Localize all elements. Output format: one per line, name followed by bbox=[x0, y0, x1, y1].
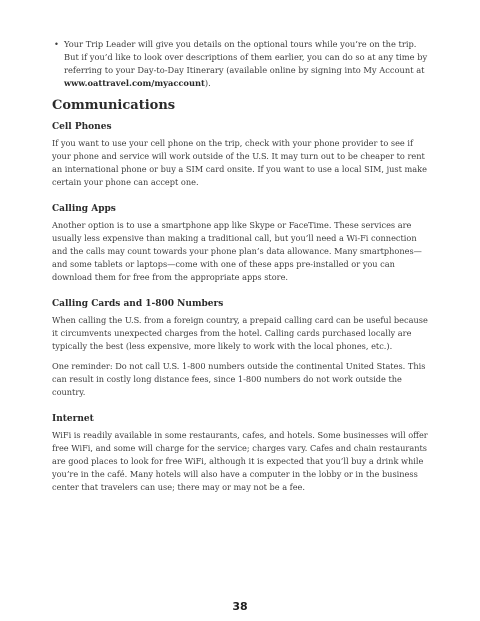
optional-tours-bullet bbox=[52, 38, 433, 90]
internet-heading: Internet bbox=[52, 414, 94, 424]
bullet-text bbox=[64, 39, 427, 88]
my-account-url: www.oattravel.com/myaccount bbox=[64, 78, 205, 88]
document-page bbox=[52, 38, 433, 509]
bullet-text-before-url: Your Trip Leader will give you details on the optional tours while you’re on the trip. But if you’d like to look over descriptions of them earlier, you can do so at any time by referring to your Day-to-Day Itinerary (available online by signing into My Account at bbox=[64, 39, 428, 75]
bullet-icon: • bbox=[54, 39, 59, 49]
cell-phones-paragraph: If you want to use your cell phone on the trip, check with your phone provider to see if your phone and service will work outside of the U.S. It may turn out to be cheaper to rent an international phone or buy a SIM card onsite. If you want to use a local SIM, just make certain your phone can accept one. bbox=[52, 138, 427, 187]
cell-phones-heading: Cell Phones bbox=[52, 122, 112, 132]
internet-paragraph: WiFi is readily available in some restaurants, cafes, and hotels. Some businesses will offer free WiFi, and some will charge for the service; charges vary. Cafes and chain restaurants are good places to look for free WiFi, although it is expected that you’ll buy a drink while you’re in the café. Many hotels will also have a computer in the lobby or in the business center that travelers can use; there may or may not be a fee. bbox=[52, 430, 428, 492]
calling-cards-heading: Calling Cards and 1-800 Numbers bbox=[52, 299, 224, 309]
toll-free-reminder-paragraph: One reminder: Do not call U.S. 1-800 numbers outside the continental United States. This can result in costly long distance fees, since 1-800 numbers do not work outside the country. bbox=[52, 361, 426, 397]
page-number: 38 bbox=[232, 600, 248, 613]
calling-apps-paragraph: Another option is to use a smartphone app like Skype or FaceTime. These services are usually less expensive than making a traditional call, but you’ll need a Wi-Fi connection and the calls may count towards your phone plan’s data allowance. Many smartphones—and some tablets or laptops—come with one of these apps pre-installed or you can download them for free from the appropriate apps store. bbox=[52, 220, 422, 282]
communications-heading: Communications bbox=[52, 98, 176, 113]
calling-apps-heading: Calling Apps bbox=[52, 204, 116, 214]
calling-cards-paragraph: When calling the U.S. from a foreign country, a prepaid calling card can be useful because it circumvents unexpected charges from the hotel. Calling cards purchased locally are typically the best (less expensive, more likely to work with the local phones, etc.). bbox=[52, 315, 428, 351]
bullet-text-after-url: ). bbox=[204, 78, 211, 88]
